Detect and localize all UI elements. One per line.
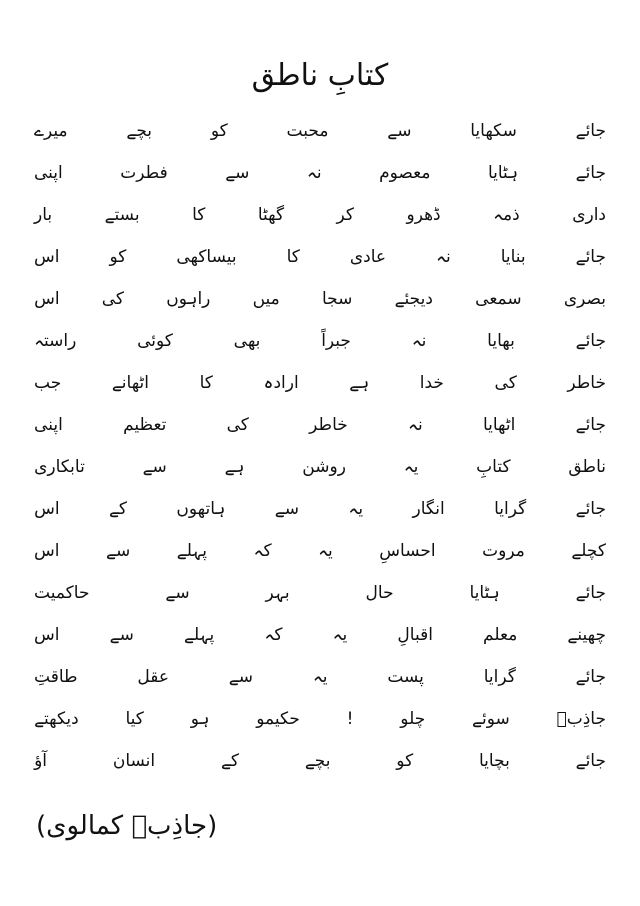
verse-word: کی — [101, 289, 125, 309]
verse-word: ارادہ — [263, 373, 299, 393]
verse-line — [34, 656, 606, 698]
verse-word: جائے — [575, 751, 606, 771]
verse-word: جائے — [575, 121, 606, 141]
verse-word: معصوم — [379, 163, 431, 183]
verse-word: بچے — [126, 121, 153, 141]
verse-word: کو — [396, 751, 414, 771]
verse-word: سے — [106, 541, 131, 561]
verse-word: بار — [34, 205, 53, 225]
verse-word: جائے — [575, 499, 606, 519]
verse-word: سوئے — [472, 709, 510, 729]
verse-word: کو — [210, 121, 228, 141]
verse-word: جب — [34, 373, 62, 393]
verse-word: بھی — [233, 331, 261, 351]
verse-word: جائے — [575, 163, 606, 183]
verse-word: یہ — [403, 457, 419, 477]
verse-word: روشن — [302, 457, 346, 477]
verse-word: بھایا — [487, 331, 515, 351]
verse-word: بصری — [563, 289, 606, 309]
verse-word: ہاتھوں — [176, 499, 226, 519]
verse-word: اپنی — [34, 163, 63, 183]
verse-word: انگار — [412, 499, 445, 519]
verse-word: احساسِ — [379, 541, 436, 561]
verse-word: پہلے — [183, 625, 215, 645]
verse-line — [34, 320, 606, 362]
verse-word: عقل — [137, 667, 169, 687]
verse-word: پہلے — [176, 541, 208, 561]
verse-line — [34, 152, 606, 194]
verse-word: جائے — [575, 331, 606, 351]
verse-word: جائے — [575, 583, 606, 603]
verse-word: سے — [165, 583, 190, 603]
verse-word: بنایا — [500, 247, 526, 267]
verse-word: اس — [34, 541, 60, 561]
verse-word: داری — [572, 205, 606, 225]
verse-line — [34, 740, 606, 782]
verse-word: سکھایا — [470, 121, 517, 141]
verse-line — [34, 488, 606, 530]
verse-word: اس — [34, 625, 60, 645]
verse-word: کی — [494, 373, 517, 393]
verse-line — [34, 236, 606, 278]
verse-word: خدا — [419, 373, 444, 393]
verse-word: بچے — [304, 751, 331, 771]
verse-word: جاذِبؔ — [556, 709, 606, 729]
verse-word: اپنی — [34, 415, 63, 435]
verse-word: راہوں — [166, 289, 211, 309]
verse-word: کتابِ — [476, 457, 511, 477]
verse-word: یہ — [318, 541, 333, 561]
verse-word: اقبالِ — [397, 625, 433, 645]
verse-word: کے — [220, 751, 239, 771]
verse-line — [34, 446, 606, 488]
verse-word: چھینے — [567, 625, 606, 645]
verse-word: معلم — [483, 625, 518, 645]
verse-word: جائے — [575, 415, 606, 435]
verse-word: یہ — [312, 667, 328, 687]
verse-word: ہٹایا — [469, 583, 500, 603]
verse-word: سے — [109, 625, 134, 645]
verse-word: جائے — [575, 667, 606, 687]
verse-word: سے — [228, 667, 254, 687]
verse-word: دیکھتے — [34, 709, 79, 729]
verse-word: کیا — [125, 709, 144, 729]
verse-word: حال — [365, 583, 394, 603]
verse-word: حکیمو — [256, 709, 300, 729]
verse-word: طاقتِ — [34, 667, 78, 687]
verse-word: یہ — [348, 499, 364, 519]
verse-word: ڈھرو — [406, 205, 441, 225]
verse-line — [34, 614, 606, 656]
verse-word: گرایا — [483, 667, 516, 687]
verse-line — [34, 362, 606, 404]
verse-word: سے — [274, 499, 299, 519]
poem-body — [34, 110, 606, 782]
verse-word: میرے — [34, 121, 68, 141]
verse-word: فطرت — [120, 163, 168, 183]
verse-word: ناطق — [568, 457, 606, 477]
verse-word: کا — [286, 247, 300, 267]
verse-word: جائے — [575, 247, 606, 267]
verse-word: گرایا — [494, 499, 527, 519]
verse-word: ہو — [190, 709, 210, 729]
verse-word: ذمہ — [493, 205, 520, 225]
verse-word: کے — [108, 499, 128, 519]
verse-word: حاکمیت — [34, 583, 90, 603]
verse-word: کا — [192, 205, 206, 225]
verse-line — [34, 278, 606, 320]
verse-word: اس — [34, 247, 60, 267]
verse-line — [34, 698, 606, 740]
verse-word: عادی — [349, 247, 387, 267]
verse-word: مروت — [482, 541, 525, 561]
verse-word: سے — [225, 163, 250, 183]
verse-word: کچلے — [571, 541, 606, 561]
poet-signature: (جاذِبؔ کمالوی) — [36, 811, 218, 841]
verse-word: سے — [142, 457, 167, 477]
verse-line — [34, 194, 606, 236]
verse-word: اس — [34, 499, 60, 519]
verse-word: سے — [387, 121, 412, 141]
verse-word: گھٹا — [257, 205, 285, 225]
verse-word: محبت — [286, 121, 329, 141]
verse-word: تعظیم — [123, 415, 167, 435]
verse-word: میں — [252, 289, 280, 309]
verse-word: ہے — [224, 457, 245, 477]
verse-word: خاطر — [567, 373, 606, 393]
verse-word: سجا — [321, 289, 353, 309]
verse-line — [34, 110, 606, 152]
verse-word: چلو — [400, 709, 426, 729]
verse-word: ! — [346, 709, 354, 729]
verse-word: تابکاری — [34, 457, 85, 477]
verse-word: کر — [336, 205, 355, 225]
verse-word: نہ — [408, 415, 423, 435]
verse-word: بہر — [265, 583, 290, 603]
verse-word: پست — [387, 667, 424, 687]
verse-word: خاطر — [309, 415, 348, 435]
verse-line — [34, 530, 606, 572]
verse-word: انسان — [112, 751, 156, 771]
verse-word: کو — [109, 247, 127, 267]
verse-word: کی — [226, 415, 249, 435]
verse-word: نہ — [411, 331, 427, 351]
verse-word: ہٹایا — [487, 163, 519, 183]
verse-word: ہے — [349, 373, 370, 393]
verse-word: نہ — [436, 247, 451, 267]
verse-word: جبراً — [321, 331, 351, 351]
verse-word: بچایا — [479, 751, 510, 771]
verse-word: راستہ — [34, 331, 77, 351]
verse-word: آؤ — [34, 751, 48, 771]
verse-line — [34, 572, 606, 614]
verse-word: کہ — [253, 541, 272, 561]
verse-word: یہ — [332, 625, 348, 645]
verse-word: نہ — [306, 163, 322, 183]
verse-word: اس — [34, 289, 60, 309]
verse-line — [34, 404, 606, 446]
verse-word: اٹھانے — [111, 373, 150, 393]
verse-word: دیجئے — [394, 289, 433, 309]
verse-word: سمعی — [475, 289, 522, 309]
verse-word: کہ — [264, 625, 283, 645]
verse-word: کوئی — [137, 331, 173, 351]
poem-title: کتابِ ناطق — [251, 58, 389, 93]
verse-word: بستے — [104, 205, 140, 225]
verse-word: کا — [199, 373, 213, 393]
verse-word: اٹھایا — [482, 415, 516, 435]
verse-word: بیساکھی — [176, 247, 237, 267]
